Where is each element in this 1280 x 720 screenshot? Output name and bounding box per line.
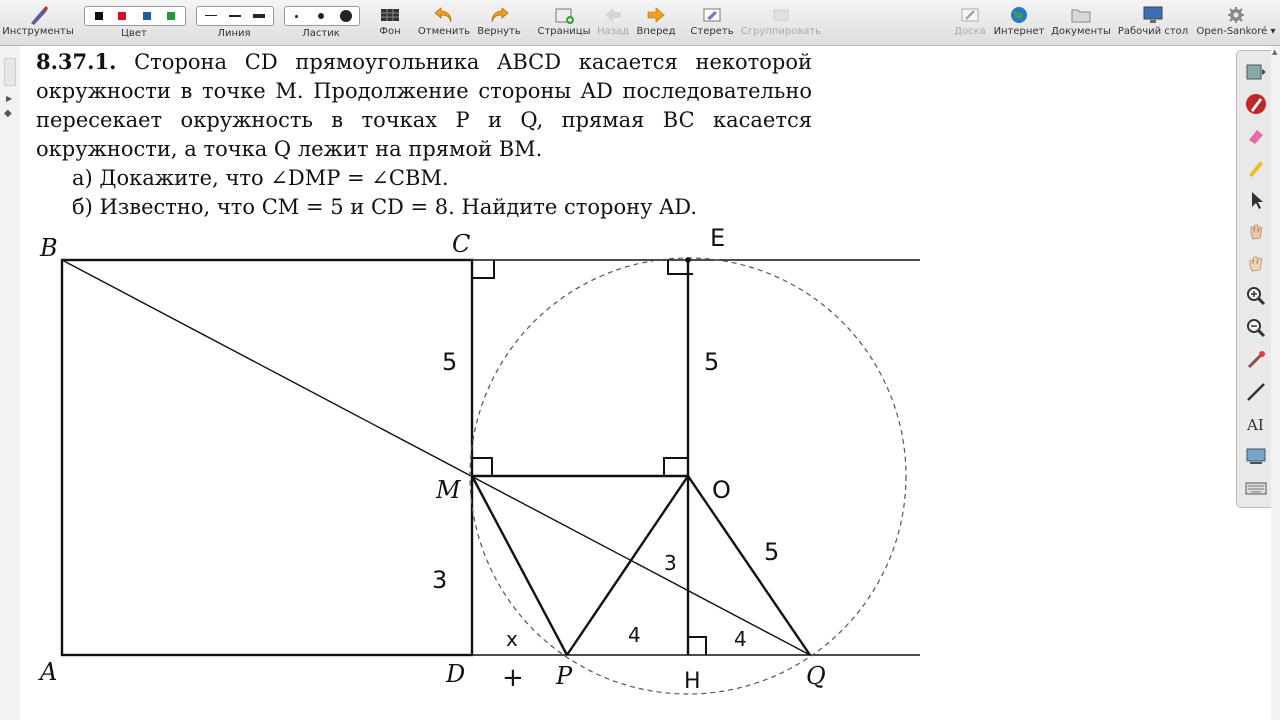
point-e-dot bbox=[685, 257, 691, 263]
annot-md: 3 bbox=[432, 566, 448, 594]
problem-statement: Сторона CD прямоугольника ABCD касается некоторой окружности в точке M. Продолжение стороны AD последовательно пересекает окружность в точках P и Q, прямая BC касается окружности, а точка Q лежит на прямой BM. bbox=[36, 50, 812, 161]
group-label: Сгруппировать bbox=[740, 26, 822, 37]
eraser-label: Ластик bbox=[302, 28, 340, 39]
rectangle-abcd bbox=[62, 260, 472, 655]
interact-hand-icon[interactable] bbox=[1245, 221, 1267, 243]
annot-plus: + bbox=[502, 663, 524, 693]
right-angle-h bbox=[688, 637, 706, 655]
expand-arrow-icon[interactable]: ▶ bbox=[6, 94, 13, 103]
color-label: Цвет bbox=[121, 28, 147, 39]
scroll-up-arrow-icon[interactable]: ▲ bbox=[1272, 48, 1278, 56]
line-label: Линия bbox=[217, 28, 251, 39]
annot-oq: 5 bbox=[764, 538, 780, 566]
segment-bq bbox=[62, 260, 810, 655]
svg-text:AI: AI bbox=[1247, 416, 1264, 434]
eraser-tool-icon[interactable] bbox=[1245, 125, 1267, 147]
right-angle-m bbox=[472, 458, 492, 476]
right-angle-o bbox=[664, 458, 688, 476]
segment-mp bbox=[472, 476, 567, 655]
redo-label: Вернуть bbox=[477, 26, 521, 37]
pen-tool-icon[interactable] bbox=[1245, 93, 1267, 115]
internet-label: Интернет bbox=[993, 26, 1045, 37]
annot-hq: 4 bbox=[734, 627, 747, 651]
hand-tool-icon[interactable] bbox=[1245, 253, 1267, 275]
chevron-down-icon: ▾ bbox=[1270, 26, 1276, 37]
keyboard-icon[interactable] bbox=[1245, 477, 1267, 499]
text-tool-icon[interactable] bbox=[1245, 413, 1267, 435]
board-label: Доска bbox=[954, 26, 986, 37]
documents-label: Документы bbox=[1051, 26, 1111, 37]
undo-label: Отменить bbox=[417, 26, 471, 37]
pages-label: Страницы bbox=[537, 26, 591, 37]
annot-cm: 5 bbox=[442, 348, 458, 376]
back-label: Назад bbox=[596, 26, 629, 37]
erase-label: Стереть bbox=[690, 26, 734, 37]
dock-toggle-icon[interactable] bbox=[1245, 61, 1267, 83]
label-c: C bbox=[452, 230, 471, 258]
label-a: A bbox=[40, 658, 58, 686]
label-p: P bbox=[556, 662, 573, 690]
cap-icon: ◆ bbox=[4, 108, 12, 119]
label-o: O bbox=[712, 476, 731, 504]
annot-eo: 5 bbox=[704, 348, 720, 376]
label-m: M bbox=[436, 476, 461, 504]
label-q: Q bbox=[806, 662, 826, 690]
line-tool-icon[interactable] bbox=[1245, 381, 1267, 403]
marker-tool-icon[interactable] bbox=[1245, 157, 1267, 179]
pointer-tool-icon[interactable] bbox=[1245, 189, 1267, 211]
tools-label: Инструменты bbox=[2, 26, 74, 37]
segment-oq bbox=[688, 476, 810, 655]
desktop-label: Рабочий стол bbox=[1117, 26, 1189, 37]
label-b: B bbox=[40, 234, 58, 262]
right-angle-c bbox=[472, 260, 494, 278]
zoom-out-icon[interactable] bbox=[1245, 317, 1267, 339]
problem-number: 8.37.1. bbox=[36, 49, 117, 74]
forward-label: Вперед bbox=[636, 26, 676, 37]
label-e: E bbox=[710, 224, 726, 252]
problem-part-a: а) Докажите, что ∠DMP = ∠CBM. bbox=[72, 166, 449, 190]
background-label: Фон bbox=[379, 26, 401, 37]
app-label: Open-Sankoré bbox=[1196, 26, 1268, 37]
annot-dp: x bbox=[506, 627, 518, 651]
label-d: D bbox=[446, 660, 466, 688]
annot-oh: 3 bbox=[664, 551, 677, 575]
vertical-scrollbar[interactable] bbox=[1271, 46, 1280, 720]
capture-tool-icon[interactable] bbox=[1245, 445, 1267, 467]
laser-pointer-icon[interactable] bbox=[1245, 349, 1267, 371]
problem-part-b: б) Известно, что CM = 5 и CD = 8. Найдите сторону AD. bbox=[72, 195, 698, 219]
annot-ph: 4 bbox=[628, 623, 641, 647]
label-h: H bbox=[684, 669, 701, 694]
zoom-in-icon[interactable] bbox=[1245, 285, 1267, 307]
